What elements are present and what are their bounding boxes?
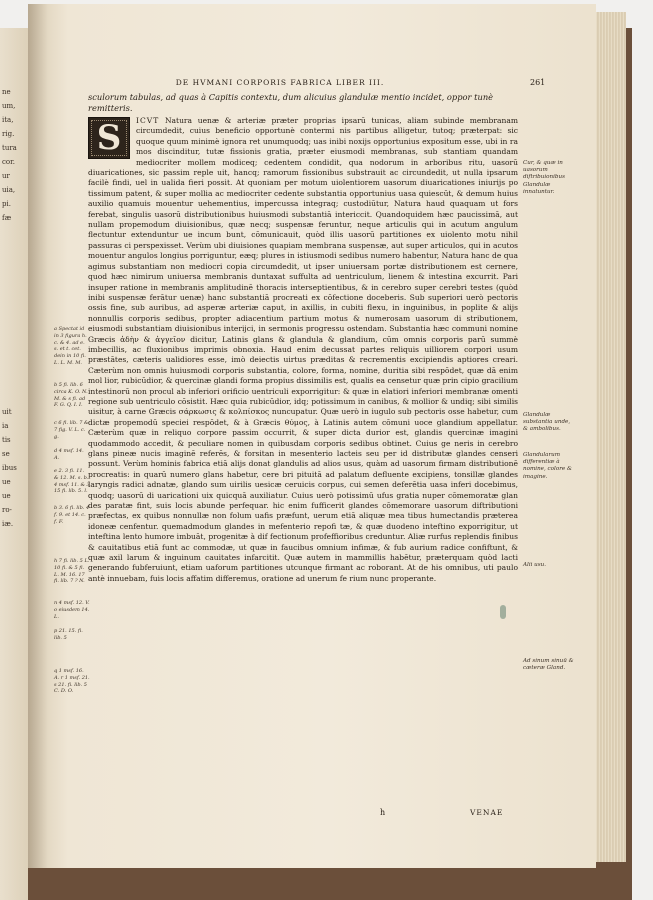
page-number: 261 [530, 78, 546, 87]
signature-mark: h [380, 808, 386, 817]
left-gloss-note: c 6 fi. lib. 7 & 7 fig. V. L. c. g. [54, 420, 89, 440]
right-margin-note: Cur, & quæ in uasorum diftribuionibus Glandulæ innatuntur. [523, 160, 565, 195]
lead-word: ICVT [136, 116, 160, 125]
left-page-fragment: rig. [2, 130, 15, 138]
right-margin-note: Ad sinum sinuū & cæteræ Gland. [523, 658, 574, 672]
left-page-fragment: tura [2, 144, 17, 152]
left-page-fragment: cor. [2, 158, 15, 166]
left-page-fragment: pi. [2, 200, 11, 208]
left-page-fragment: uia, [2, 186, 16, 194]
left-gloss-note: b 5 fi. lib. 6 circa K. O. N. M. & s fi. ad F. G. Q. I. I. [54, 382, 88, 409]
left-gloss-note: e 2. 3 fi. 11. & 12. M. s. b. 4 msf. 11. & 3 15 fi. lib. 5. l. [54, 468, 90, 495]
left-page-edge [0, 28, 28, 900]
left-gloss-note: a Spectat id in 3 figura h. c. & 4. ad e. s. et t. cet. dein in 10 fi. L. L. M. M. [54, 326, 87, 366]
left-page-fragment: um, [2, 102, 16, 110]
left-gloss-note: q 1 msf. 16. A. r 1 msf. 21. s 21. fi. lib. 5 C. D. O. [54, 668, 90, 695]
left-page-fragment: tis [2, 436, 11, 444]
left-page-fragment: uit [2, 408, 12, 416]
catchword: VENAE [470, 808, 504, 817]
initial-letter: S [96, 118, 122, 158]
left-page-fragment: iæ. [2, 520, 14, 528]
right-margin-note: Glandularum differentiæ à nomine, colore & imagine. [523, 452, 572, 480]
left-gloss-note: h 7 fi. lib. 5 L. 10 fi. & 5 fi. L. M. 16. 17 fi. lib. 7 ? N. [54, 558, 90, 585]
left-gloss-note: n 4 msf. 12. V. o eiusdem 14. L. [54, 600, 90, 620]
paragraph-text: Natura uenæ & arteriæ præter proprias ipsarū tunicas, aliam subinde membranam circumdedit, cuius beneficio opportunè contermi nis partibus alligetur, tutoq; præterpat: sic quoque quum minimè ignora ret unumquodq; uas inibi noxijs opportunius expositum esse, ubi in ra mos discinditur, tutæ fissionis gratia, præter eiusmodi membranas, sub stantiam quandam mediocriter mollem modiceq; cedentem condidit, qua nodorum in arboribus ritu, uasorū diuaricationes, sic passim reple uit, hancq; ramorum fissionibus substrauit ac circundedit, ut nulla ipsarum facilè findi, uel in ualida fieri possit. At quoniam per motum uiolentiorem uasorum diuaricationes iniurijs po tissimum patent, & super mollia ac mediocriter cedente substantia opportunius uasa quiescūt, & demum huius auxilio quamuis mouentur uehementius, impercussa integraq; custodiūtur, Natura haud quaquam ut fors ferebat, singulis uasorū distributionibus huiusmodi substantiā intericcit. Quandoquidem hæc paucissimā, aut nullam propemodum diuisionibus, quæ necq; suspensæ feruntur, neque articulis qui in acutum angulum flectuntur extenduntur ue incum bunt, cōmunicauit, quòd illis uasorū partitiones ex uiolento motu nihil passuras ci perspexisset. Verùm ubi diuisiones quapiam membrana suspensæ, aut super articulos, qui in acutos mouentur angulos longius porriguntur, eæq; plures in istiusmodi sedibus numero habentur, Natura hanc de qua agimus substantiam non mediocri copia circumdedit, ut ipser uniuersam portæ distributionem est cernere, quod hæc nimirum uniuersa membranis duntaxat suffulta ad uentriculum, lienem & intestina excurrit. Pari insuper ratione in membranis amplitudinē thoracis interseptientibus, & in cerebro super cerebri testes (quòd inibi suspensæ ferātur uenæ) hanc substantiā procreati ex cōfectione doceberis. Sub superiori uerò pectoris ossis fine, sub auribus, ad asperæ arteriæ caput, in axillis, in cubiti flexu, in inguinibus, in poplite & alijs nonnullis corporis sedibus, propter adiacentium partium motus & numerosam uasorum di stributionem, eiusmodi substantiam diuisionibus interijci, in sermonis progressu ostendam. Substantia hæc communi nomine Græcis ἀδὴν & ἀγγεῖον dicitur, Latinis glans & glandula & glandium, cūm omnis corporis parū summè imbecillis, ac fluxionibus imprimis obnoxia. Haud enim decussat partes reliquis uilliorem corpori usum præstātes, cæteris ualidiores esse, imò deiectis uirtus præditas & recrementis excipiendis aptiores creari. Cæterùm non omnis huiusmodi corporis substantia, colore, forma, nomine, duritia sibi respōdet, quæ dā enim mol lior, rubicūdior, & quercinæ glandi forma propius dissimilis est, qualis ea censetur quæ prin cipio gracilium intestinorū non procul ab inferiori orificio uentriculi exporrigitur: & quæ in elatiori inferiori membranæ omenti regione sub uentriculo cōsistit. Hæc quia rubicūdior, idq; potissimum in canibus, & mollior & undiq; sibi similis uisitur, à carne Græcis σάρκωσις & κολπίσκος nuncupatur. Quæ uerò in iugulo sub pectoris osse habetur, cum dictæ propemodū speciei respōdet, & à Græcis θύμος, à Latinis autem cōmuni uoce glandium appellatur. Cæterùm quæ in reliquo corpore passim occurrit, & super dicta durior est, glandis quercinæ imagini quodammodo accedit, & peculiare nomen in quibusdam corporis sedibus obtinet. Cuius ge neris in cerebro glans pineæ nucis imaginē referēs, & forsitan in mesenterio lacteis seu per id distributæ glandes censeri possunt. Verùm hominis fabrica etiā alijs donat glandulis ad alios usus, quàm ad uasorum firmam distributionē procreatis: in quarū numero glans habetur, cere bri pituitā ad palatum defluente excipiens, tonsillæ glandes laryngis radici adnatæ, glando sum uirilis uesicæ ceruicis corpus, cui semen deferētia uasa inferi docebimus, quodq; uasorū di uaricationi uix quicquā auxiliatur. Cuius uerò potissimū ufus gratia nuper cōmemoratæ glan des paratæ fint, suis locis abunde perfequar. hic enim fufficerit glandes cōmemorare uasorum diftributioni præfectas, ex quibus nonnullæ non folum uafis præfunt, uerum etiā aliquæ mea tibus humectandis præterea idoneæ cenfentur. quemadmodum glandes in mefenterio repofi tæ, & quæ duodeno inteftino exporrigitur, ut inteftina lento humore imbuāt, progenitæ à dif fectionum profeffioribus creduntur. Aliæ rurfus replendis finibus & cauitatibus etiā funt ac commodæ, ut quæ in faucibus omnium infimæ, & fub aurium radice confiftunt, & quæ axil larum & inguinum cauitates infarcitit. Quæ autem in mammillis habētur, præterquam quòd lacti generando fubferuiunt, etiam uaforum partitiones utcunque firmant ac roborant. At de his omnibus, uti paulo antè innuebam, fuis locis affatim differemus, oratione ad unerum fe rium nunc properante. [88, 116, 518, 583]
left-page-fragment: ia [2, 422, 9, 430]
initial-ornament [91, 120, 127, 156]
body-text [88, 116, 518, 584]
page-edges [596, 12, 626, 862]
left-page-fragment: fæ [2, 214, 12, 222]
left-page-fragment: ue [2, 478, 11, 486]
subtitle-caption: sculorum tabulas, ad quas à Capitis contextu, dum alicuius glandulæ mentio incidet, oppor tunè remitteris. [88, 92, 494, 113]
decorated-initial [88, 117, 130, 159]
left-gloss-note: d 4 msf. 14. A. [54, 448, 84, 461]
left-page-fragment: se [2, 450, 10, 458]
left-gloss-note: b 3. 6 fi. lib. 4 f. 9. et 14. c. f. F. [54, 505, 90, 525]
left-page-fragment: ibus [2, 464, 17, 472]
left-page-fragment: ne [2, 88, 11, 96]
left-page-fragment: ro- [2, 506, 12, 514]
spine-shadow [28, 4, 48, 868]
left-page-fragment: ita, [2, 116, 14, 124]
main-paragraph [88, 116, 518, 584]
left-page-fragment: ur [2, 172, 10, 180]
right-margin-note: Glandulæ substantia unde, & ambolibus. [523, 412, 571, 433]
right-margin-note: Alii usu. [523, 562, 547, 568]
page-stain [500, 605, 506, 619]
left-page-fragment: ue [2, 492, 11, 500]
left-gloss-note: p 21. 15. fi. lib. 5 [54, 628, 83, 641]
running-head: DE HVMANI CORPORIS FABRICA LIBER III. [175, 78, 385, 87]
